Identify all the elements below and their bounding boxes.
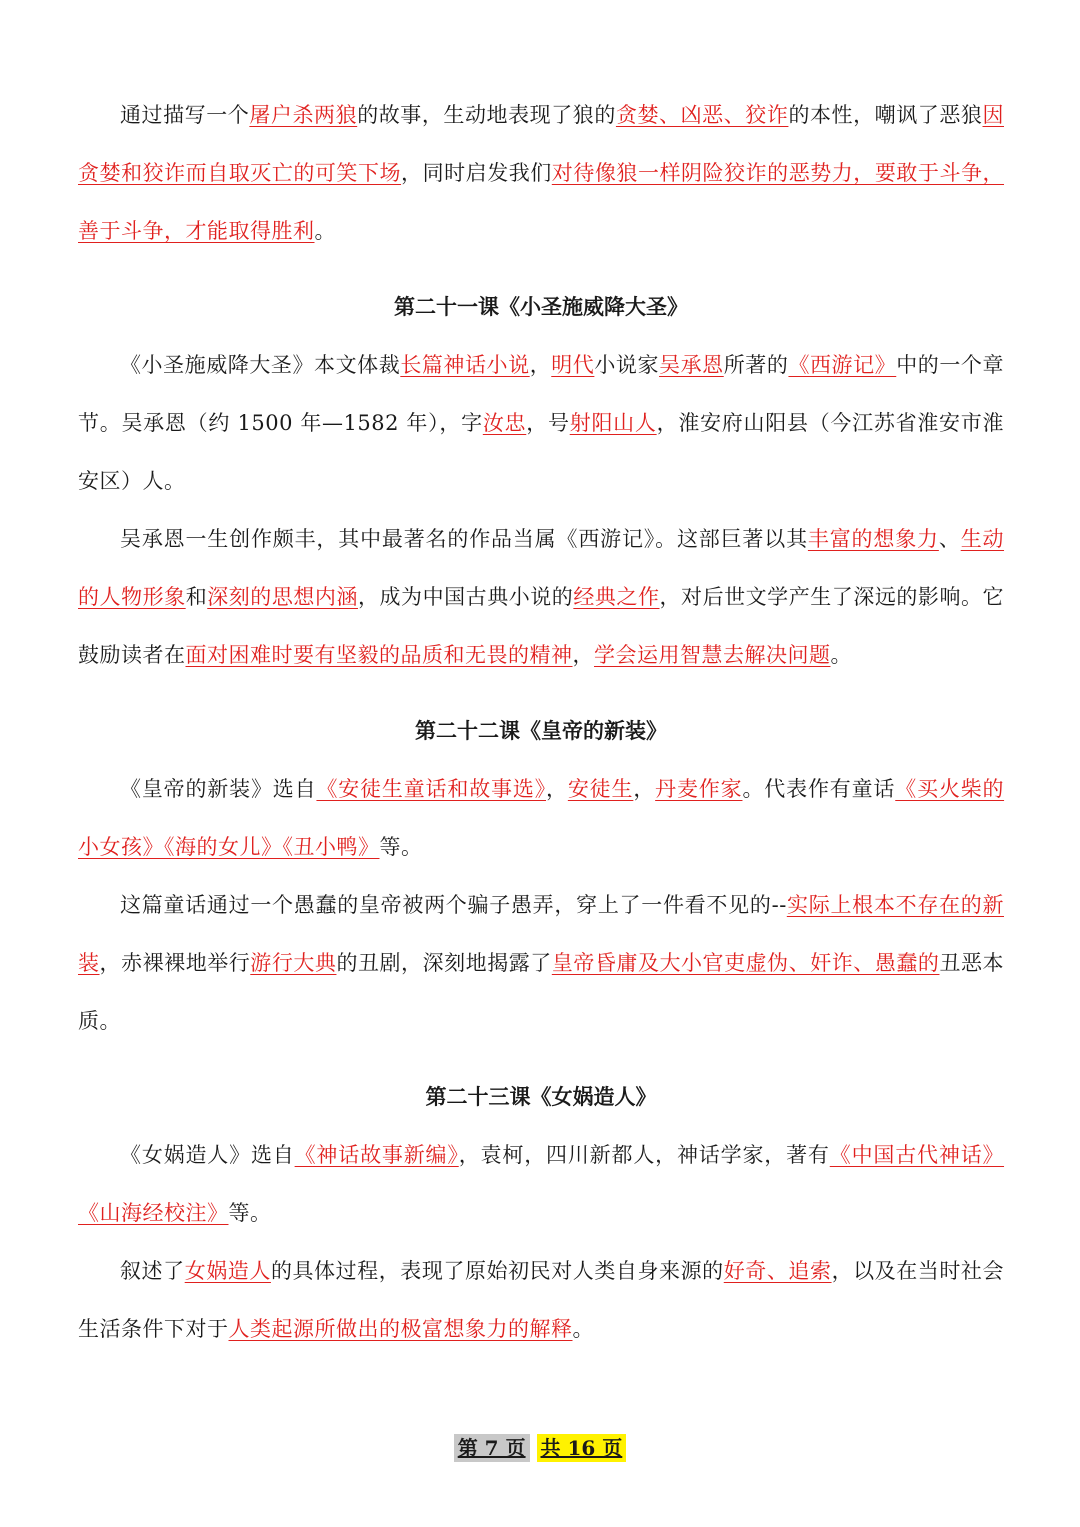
highlighted-key-phrase: 游行大典 (250, 951, 337, 975)
text-segment: 中的一个章节。吴承恩（约 1500 年—1582 年），字 (78, 353, 1004, 435)
lesson-title: 第二十二课《皇帝的新装》 (415, 719, 667, 743)
highlighted-key-phrase: 丹麦作家 (655, 777, 743, 801)
highlighted-key-phrase: 吴承恩 (659, 353, 724, 377)
text-segment: 《小圣施威降大圣》本文体裁 (120, 353, 401, 377)
text-segment: 这篇童话通过一个愚蠢的皇帝被两个骗子愚弄，穿上了一件看不见的-- (120, 893, 787, 917)
text-segment: 丑恶本质。 (78, 951, 1005, 1033)
text-segment: 。代表作有童话 (742, 777, 896, 801)
highlighted-key-phrase: 《买火柴的小女孩》《海的女儿》《丑小鸭》 (78, 777, 1005, 859)
text-segment: 。 (572, 1317, 594, 1341)
text-segment: 《皇帝的新装》选自 (120, 777, 317, 801)
text-segment: 、 (938, 527, 961, 551)
highlighted-key-phrase: 丰富的想象力 (807, 527, 939, 551)
text-segment: 。 (830, 643, 852, 667)
highlighted-key-phrase: 人类起源所做出的极富想象力的解释 (228, 1317, 573, 1341)
highlighted-key-phrase: 对待像狼一样阴险狡诈的恶势力，要敢于斗争，善于斗争，才能取得胜利 (78, 161, 1005, 243)
highlighted-key-phrase: 因贪婪和狡诈而自取灭亡的可笑下场 (78, 103, 1004, 185)
highlighted-key-phrase: 《安徒生童话和故事选》 (316, 777, 547, 801)
text-segment: 《女娲造人》选自 (120, 1143, 295, 1167)
lesson-title: 第二十一课《小圣施威降大圣》 (394, 295, 688, 319)
highlighted-key-phrase: 《中国古代神话》《山海经校注》 (78, 1143, 1005, 1225)
text-segment: 等。 (228, 1201, 272, 1225)
document-page (78, 86, 1004, 1358)
text-segment: 的故事，生动地表现了狼的 (357, 103, 616, 127)
highlighted-key-phrase: 射阳山人 (569, 411, 657, 435)
text-segment: ， (633, 777, 656, 801)
text-segment: 的本性，嘲讽了恶狼 (788, 103, 983, 127)
highlighted-key-phrase: 皇帝昏庸及大小官吏虚伪、奸诈、愚蠢的 (551, 951, 940, 975)
highlighted-key-phrase: 实际上根本不存在的新装 (78, 893, 1004, 975)
text-segment: ，淮安府山阳县（今江苏省淮安市淮安区）人。 (78, 411, 1005, 493)
text-segment: ， (572, 643, 594, 667)
highlighted-key-phrase: 安徒生 (567, 777, 634, 801)
paragraph (78, 86, 1004, 260)
text-segment: 等。 (379, 835, 423, 859)
paragraph (78, 1126, 1004, 1242)
text-segment: ， (529, 353, 552, 377)
text-segment: ，以及在当时社会生活条件下对于 (78, 1259, 1004, 1341)
section-lesson-20-tail (78, 86, 1004, 260)
paragraph (78, 1242, 1004, 1358)
highlighted-key-phrase: 深刻的思想内涵 (207, 585, 358, 609)
paragraph (78, 510, 1004, 684)
highlighted-key-phrase: 经典之作 (573, 585, 660, 609)
lesson-title: 第二十三课《女娲造人》 (425, 1085, 657, 1109)
text-segment: 的丑剧，深刻地揭露了 (336, 951, 552, 975)
highlighted-key-phrase: 屠户杀两狼 (249, 103, 358, 127)
page-footer (0, 1432, 1080, 1461)
text-segment: 吴承恩一生创作颇丰，其中最著名的作品当属《西游记》。这部巨著以其 (120, 527, 808, 551)
text-segment: 和 (185, 585, 208, 609)
text-segment: ， (546, 777, 568, 801)
section-spacer (78, 1050, 1004, 1068)
text-segment: 小说家 (594, 353, 660, 377)
paragraph (78, 876, 1004, 1050)
text-segment: ，赤裸裸地举行 (99, 951, 251, 975)
text-segment: 的具体过程，表现了原始初民对人类自身来源的 (270, 1259, 724, 1283)
highlighted-key-phrase: 《西游记》 (788, 353, 897, 377)
text-segment: 。 (314, 219, 336, 243)
highlighted-key-phrase: 明代 (551, 353, 595, 377)
text-segment: 所著的 (723, 353, 789, 377)
text-segment: ，袁柯，四川新都人，神话学家，著有 (458, 1143, 830, 1167)
highlighted-key-phrase: 汝忠 (482, 411, 527, 435)
section-spacer (78, 260, 1004, 278)
highlighted-key-phrase: 《神话故事新编》 (294, 1143, 459, 1167)
current-page-label: 第 7 页 (454, 1434, 530, 1462)
text-segment: ，成为中国古典小说的 (357, 585, 574, 609)
highlighted-key-phrase: 学会运用智慧去解决问题 (594, 643, 831, 667)
section-spacer (78, 684, 1004, 702)
text-segment: 叙述了 (120, 1259, 185, 1283)
total-pages-label: 共 16 页 (537, 1434, 627, 1462)
highlighted-key-phrase: 好奇、追索 (723, 1259, 832, 1283)
highlighted-key-phrase: 女娲造人 (184, 1259, 271, 1283)
highlighted-key-phrase: 长篇神话小说 (400, 353, 530, 377)
text-segment: ，同时启发我们 (401, 161, 552, 185)
text-segment: 通过描写一个 (120, 103, 250, 127)
highlighted-key-phrase: 生动的人物形象 (78, 527, 1005, 609)
text-segment: ，号 (526, 411, 570, 435)
text-segment: ，对后世文学产生了深远的影响。它鼓励读者在 (78, 585, 1005, 667)
paragraph (78, 760, 1004, 876)
highlighted-key-phrase: 面对困难时要有坚毅的品质和无畏的精神 (185, 643, 573, 667)
paragraph (78, 336, 1004, 510)
lessons-container (78, 260, 1004, 1358)
highlighted-key-phrase: 贪婪、凶恶、狡诈 (615, 103, 789, 127)
